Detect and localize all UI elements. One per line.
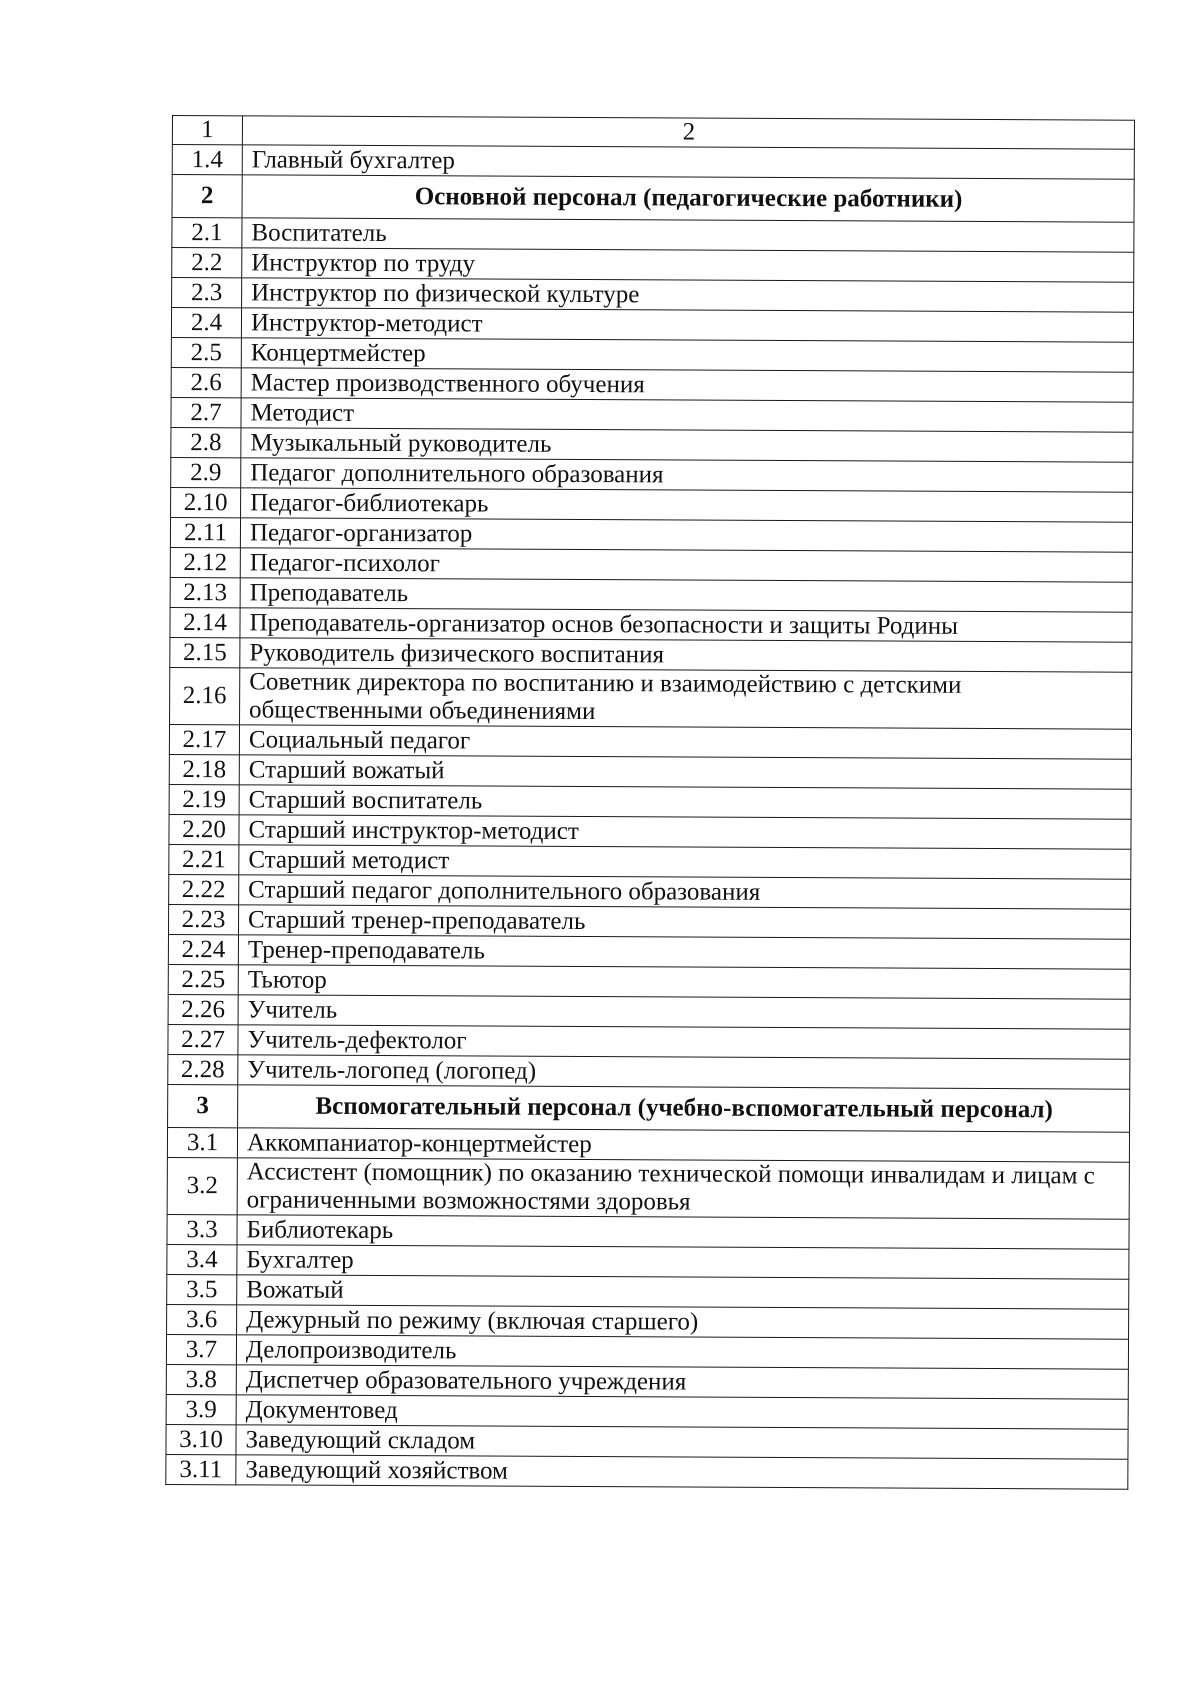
position-name: Документовед <box>236 1395 1128 1429</box>
table-row <box>170 637 1132 672</box>
table-row <box>169 874 1131 909</box>
table-row <box>166 1424 1128 1459</box>
position-name: Дежурный по режиму (включая старшего) <box>237 1305 1129 1339</box>
table-row <box>169 814 1131 849</box>
table-row <box>171 457 1133 492</box>
position-name: Старший воспитатель <box>239 785 1131 819</box>
row-number: 2.11 <box>170 517 240 547</box>
position-name: Социальный педагог <box>239 725 1131 759</box>
table-row <box>171 397 1133 432</box>
table-row <box>166 1454 1128 1489</box>
row-number: 2.1 <box>172 218 242 248</box>
row-number: 3.1 <box>167 1127 237 1157</box>
section-header-row <box>168 1084 1130 1132</box>
row-number: 3.2 <box>167 1157 237 1214</box>
table-row <box>167 1157 1129 1219</box>
row-number: 2.21 <box>169 844 239 874</box>
row-number: 2.25 <box>168 964 238 994</box>
row-number: 3.9 <box>166 1394 236 1424</box>
row-number: 3.5 <box>167 1274 237 1304</box>
row-number: 2.15 <box>170 637 240 667</box>
table-row <box>167 1304 1129 1339</box>
position-name: Заведующий складом <box>236 1425 1128 1459</box>
position-name: Учитель-дефектолог <box>238 1025 1130 1059</box>
position-name: Музыкальный руководитель <box>241 428 1133 462</box>
position-name: Воспитатель <box>242 218 1134 252</box>
row-number: 2.8 <box>171 427 241 457</box>
position-name: Заведующий хозяйством <box>236 1455 1128 1489</box>
table-row <box>170 547 1132 582</box>
row-number: 3.3 <box>167 1214 237 1244</box>
table-row <box>166 1334 1128 1369</box>
table-row <box>169 844 1131 879</box>
position-name: Бухгалтер <box>237 1245 1129 1279</box>
position-name: Педагог дополнительного образования <box>241 458 1133 492</box>
position-name: Аккомпаниатор-концертмейстер <box>237 1128 1129 1162</box>
row-number: 3.4 <box>167 1244 237 1274</box>
position-name: Учитель-логопед (логопед) <box>238 1055 1130 1089</box>
row-number: 1.4 <box>172 145 242 175</box>
table-row <box>168 1024 1130 1059</box>
table-row <box>166 1394 1128 1429</box>
position-name: Инструктор по физической культуре <box>242 278 1134 312</box>
row-number: 2.9 <box>171 457 241 487</box>
row-number: 3.10 <box>166 1424 236 1454</box>
row-number: 2.26 <box>168 994 238 1024</box>
position-name: Тренер-преподаватель <box>238 935 1130 969</box>
row-number: 2.6 <box>171 367 241 397</box>
table-row <box>168 904 1130 939</box>
position-name: Руководитель физического воспитания <box>240 638 1132 672</box>
position-name: Инструктор по труду <box>242 248 1134 282</box>
position-name: Библиотекарь <box>237 1215 1129 1249</box>
table-row <box>171 337 1133 372</box>
row-number: 2.17 <box>169 724 239 754</box>
table-header-row <box>172 116 1134 150</box>
row-number: 2.13 <box>170 577 240 607</box>
position-name: Инструктор-методист <box>241 308 1133 342</box>
position-name: Старший тренер-преподаватель <box>238 905 1130 939</box>
table-row <box>169 724 1131 759</box>
table-row <box>168 964 1130 999</box>
table-row <box>170 607 1132 642</box>
row-number: 2.7 <box>171 397 241 427</box>
table-row <box>167 1274 1129 1309</box>
table-row <box>170 577 1132 612</box>
position-name: Главный бухгалтер <box>242 145 1134 179</box>
position-name: Концертмейстер <box>241 338 1133 372</box>
table-row <box>168 934 1130 969</box>
position-name: Педагог-библиотекарь <box>241 488 1133 522</box>
row-number: 2.12 <box>170 547 240 577</box>
table-row <box>167 1244 1129 1279</box>
row-number: 3 <box>168 1084 238 1127</box>
row-number: 3.8 <box>166 1364 236 1394</box>
table-row <box>168 1054 1130 1089</box>
row-number: 2.18 <box>169 754 239 784</box>
position-name: Педагог-психолог <box>240 548 1132 582</box>
table-row <box>172 218 1134 253</box>
section-title: Основной персонал (педагогические работники) <box>242 175 1134 222</box>
position-name: Ассистент (помощник) по оказанию технической помощи инвалидам и лицам с ограниченными возможностями здоровья <box>237 1158 1129 1219</box>
table-row <box>171 487 1133 522</box>
position-name: Методист <box>241 398 1133 432</box>
table-row <box>167 1214 1129 1249</box>
table-row <box>169 754 1131 789</box>
row-number: 2.4 <box>171 308 241 338</box>
row-number: 2.24 <box>168 934 238 964</box>
table-row <box>171 367 1133 402</box>
position-name: Вожатый <box>237 1275 1129 1309</box>
position-name: Советник директора по воспитанию и взаимодействию с детскими общественными объединениями <box>240 668 1132 729</box>
table-row <box>171 427 1133 462</box>
table-row <box>170 517 1132 552</box>
positions-table <box>165 115 1135 1490</box>
row-number: 2.14 <box>170 607 240 637</box>
row-number: 2.28 <box>168 1054 238 1084</box>
table-row <box>171 308 1133 343</box>
position-name: Старший вожатый <box>239 755 1131 789</box>
positions-table-body <box>166 116 1135 1490</box>
row-number: 2.3 <box>172 278 242 308</box>
table-row <box>172 278 1134 313</box>
position-name: Преподаватель <box>240 578 1132 612</box>
position-name: Старший педагог дополнительного образования <box>239 875 1131 909</box>
position-name: Старший инструктор-методист <box>239 815 1131 849</box>
table-row <box>168 994 1130 1029</box>
row-number: 2.22 <box>169 874 239 904</box>
header-col-position: 2 <box>242 116 1134 149</box>
table-row <box>167 1127 1129 1162</box>
row-number: 2.19 <box>169 784 239 814</box>
header-col-number: 1 <box>172 116 242 145</box>
row-number: 3.11 <box>166 1454 236 1484</box>
position-name: Диспетчер образовательного учреждения <box>236 1365 1128 1399</box>
table-row <box>170 667 1132 729</box>
position-name: Делопроизводитель <box>236 1335 1128 1369</box>
row-number: 2.27 <box>168 1024 238 1054</box>
row-number: 3.6 <box>167 1304 237 1334</box>
position-name: Педагог-организатор <box>240 518 1132 552</box>
row-number: 2.5 <box>171 337 241 367</box>
table-row <box>172 248 1134 283</box>
row-number: 2.10 <box>171 487 241 517</box>
row-number: 2.23 <box>168 904 238 934</box>
position-name: Учитель <box>238 995 1130 1029</box>
position-name: Мастер производственного обучения <box>241 368 1133 402</box>
row-number: 2.20 <box>169 814 239 844</box>
position-name: Преподаватель-организатор основ безопасности и защиты Родины <box>240 608 1132 642</box>
table-row <box>172 145 1134 180</box>
table-row <box>166 1364 1128 1399</box>
section-header-row <box>172 175 1134 223</box>
row-number: 3.7 <box>166 1334 236 1364</box>
table-row <box>169 784 1131 819</box>
section-title: Вспомогательный персонал (учебно-вспомогательный персонал) <box>238 1085 1130 1132</box>
position-name: Тьютор <box>238 965 1130 999</box>
row-number: 2.2 <box>172 248 242 278</box>
document-sheet <box>165 115 1134 1490</box>
row-number: 2.16 <box>170 667 240 724</box>
row-number: 2 <box>172 175 242 218</box>
position-name: Старший методист <box>239 845 1131 879</box>
